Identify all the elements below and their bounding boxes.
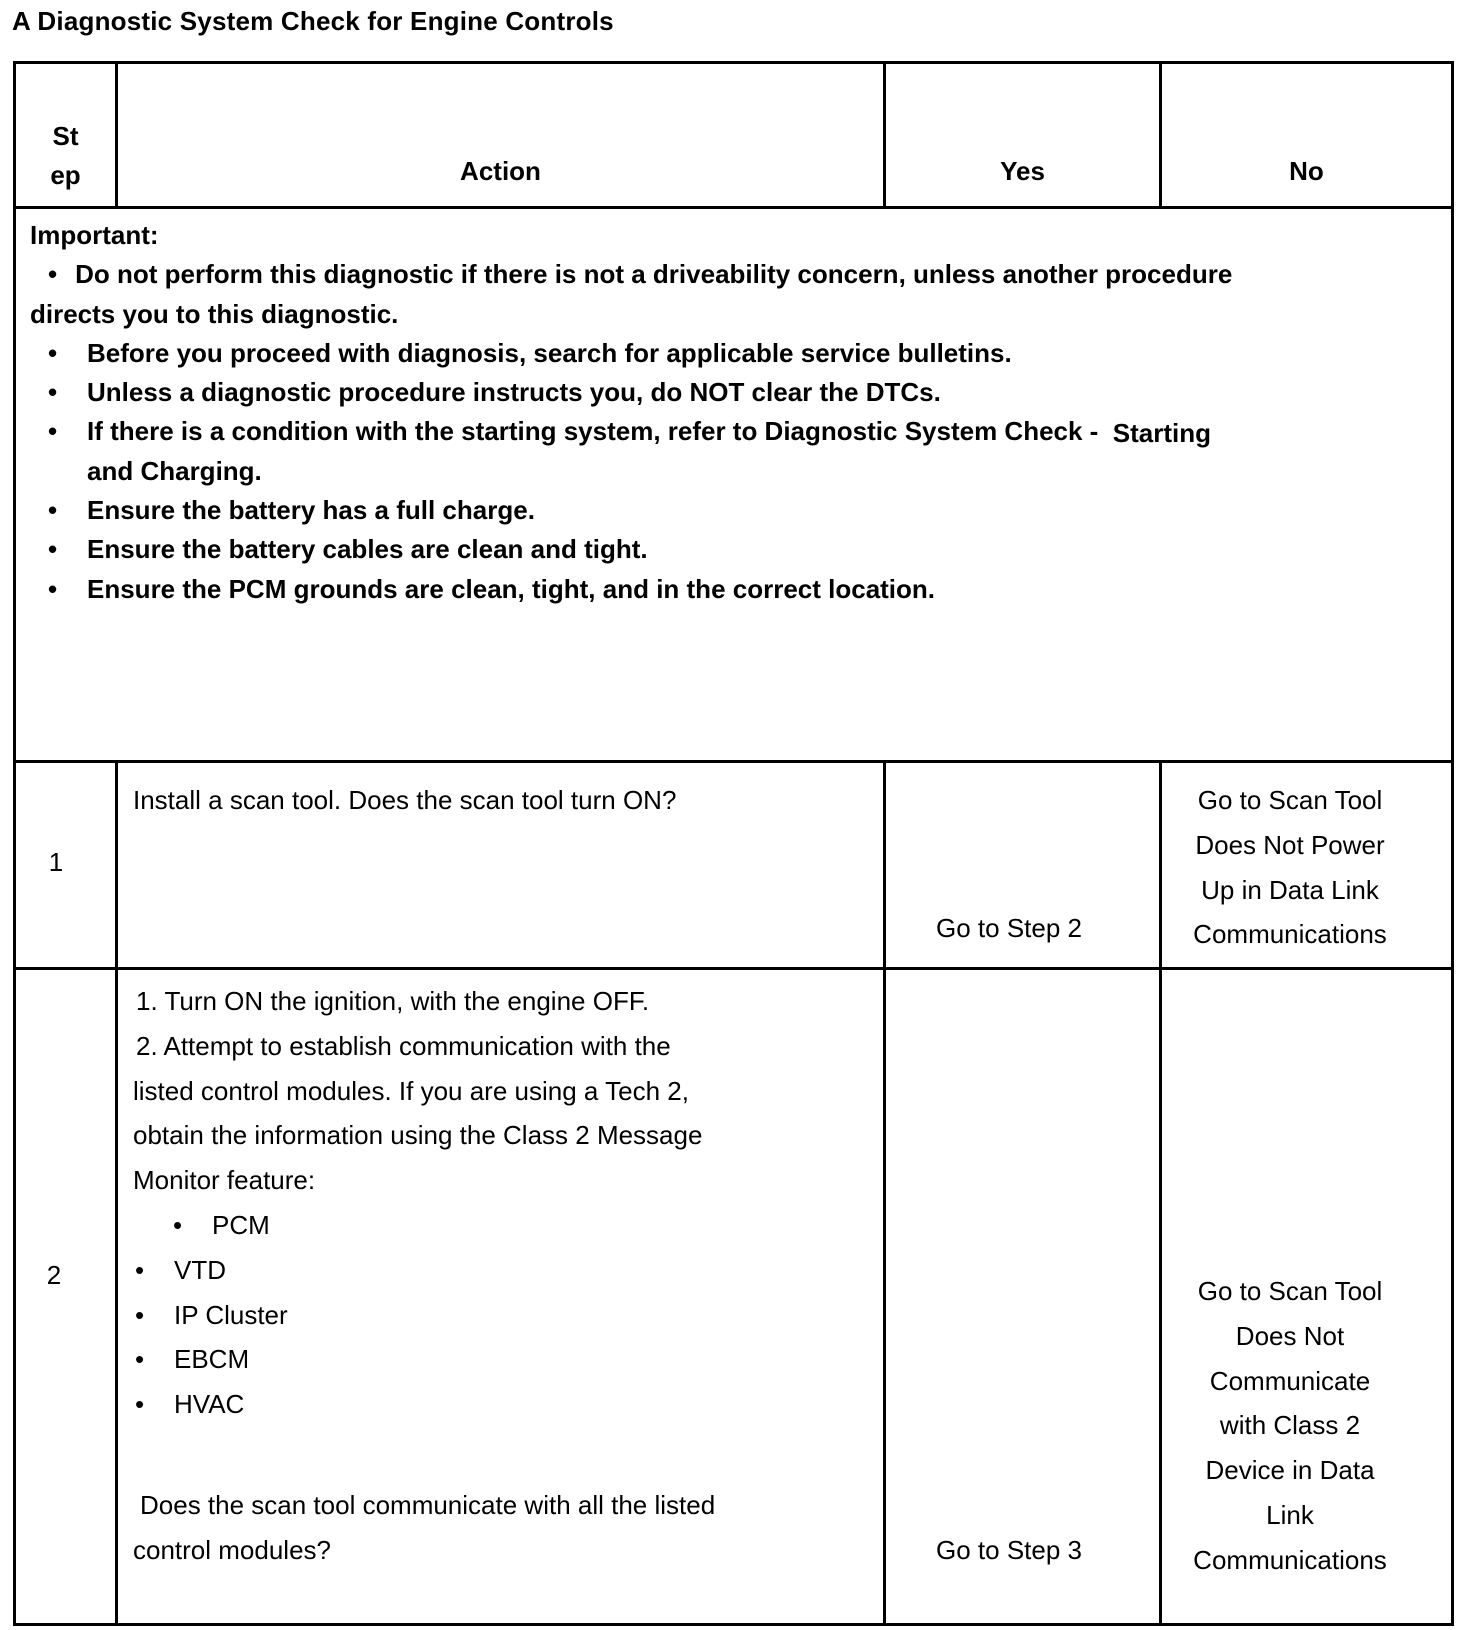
module-item-ebcm xyxy=(133,1337,873,1382)
bullet-glyph: • xyxy=(135,1254,145,1285)
diagnostic-table xyxy=(13,61,1454,1626)
row2-action-line: 1. Turn ON the ignition, with the engine OFF. xyxy=(136,986,650,1016)
important-bullet-7 xyxy=(30,570,1430,609)
row1-step: 1 xyxy=(48,847,64,877)
module-name: VTD xyxy=(174,1254,226,1285)
table-border-right xyxy=(1451,61,1454,1626)
bullet-glyph: • xyxy=(173,1209,183,1240)
bullet-glyph: • xyxy=(48,259,58,290)
important-bullet-2 xyxy=(30,334,1430,373)
row1-no-line: Up in Data Link xyxy=(1201,874,1379,905)
row2-question xyxy=(133,1483,873,1573)
bullet-text: Ensure the battery has a full charge. xyxy=(87,495,535,526)
header-no: No xyxy=(1289,156,1324,186)
bullet-glyph: • xyxy=(48,495,58,526)
bullet-glyph: • xyxy=(48,337,58,368)
starting-link[interactable]: Starting xyxy=(1112,418,1212,449)
header-step-line1: St xyxy=(52,121,79,151)
important-bullet-3 xyxy=(30,373,1430,412)
row1-no-line: Does Not Power xyxy=(1195,829,1385,860)
bullet-glyph: • xyxy=(135,1389,145,1420)
bullet-text: Before you proceed with diagnosis, search for applicable service bulletins. xyxy=(87,337,1012,368)
row1-no-line: Communications xyxy=(1193,919,1387,950)
bullet-glyph: • xyxy=(48,416,58,447)
header-action: Action xyxy=(460,156,541,186)
bullet-text: and Charging. xyxy=(87,455,262,486)
row2-no-line: with Class 2 xyxy=(1219,1410,1361,1441)
module-name: PCM xyxy=(212,1209,270,1240)
module-name: EBCM xyxy=(174,1344,250,1375)
row1-no-line: Go to Scan Tool xyxy=(1197,785,1383,815)
table-border-top xyxy=(13,61,1454,64)
bullet-text: Unless a diagnostic procedure instructs you, do NOT clear the DTCs. xyxy=(87,377,941,408)
row2-no-line: Device in Data xyxy=(1205,1455,1375,1486)
header-divider xyxy=(13,206,1454,209)
bullet-glyph: • xyxy=(135,1344,145,1375)
important-divider xyxy=(13,760,1454,763)
row2-step: 2 xyxy=(46,1260,62,1290)
important-bullet-1 xyxy=(30,255,1430,294)
important-notes xyxy=(30,216,1430,609)
row1-yes[interactable]: Go to Step 2 xyxy=(936,913,1082,943)
important-bullet-6 xyxy=(30,530,1430,569)
module-name: HVAC xyxy=(174,1389,245,1420)
module-name: IP Cluster xyxy=(174,1299,288,1330)
important-label: Important: xyxy=(30,220,159,250)
row2-no[interactable] xyxy=(1162,1269,1418,1583)
row2-action-line: Monitor feature: xyxy=(133,1165,316,1196)
col-divider-step xyxy=(115,760,118,1626)
row2-action-line: listed control modules. If you are using a Tech 2, xyxy=(133,1075,689,1106)
row2-action-line: obtain the information using the Class 2 Message xyxy=(133,1120,703,1151)
row2-yes[interactable]: Go to Step 3 xyxy=(936,1535,1082,1565)
row2-question-line: Does the scan tool communicate with all the listed xyxy=(140,1490,716,1520)
header-step-line2: ep xyxy=(50,160,81,190)
row1-no[interactable] xyxy=(1162,778,1418,957)
row2-no-line: Communicate xyxy=(1209,1365,1371,1396)
row2-action-line: 2. Attempt to establish communication with the xyxy=(136,1030,671,1061)
bullet-text: If there is a condition with the starting system, refer to Diagnostic System Check - xyxy=(87,416,1099,447)
important-bullet-1-cont: directs you to this diagnostic. xyxy=(30,298,399,329)
bullet-glyph: • xyxy=(48,377,58,408)
module-item-vtd xyxy=(133,1248,873,1293)
bullet-text: Do not perform this diagnostic if there is not a driveability concern, unless another procedure xyxy=(75,259,1233,290)
important-bullet-4 xyxy=(30,412,1430,451)
row2-no-line: Does Not xyxy=(1235,1320,1345,1351)
row2-no-line: Go to Scan Tool xyxy=(1197,1276,1383,1306)
col-divider-action xyxy=(883,760,886,1626)
row2-no-line: Communications xyxy=(1193,1544,1387,1575)
header-yes: Yes xyxy=(1000,156,1045,186)
bullet-text: Ensure the PCM grounds are clean, tight, and in the correct location. xyxy=(87,573,936,604)
row2-no-line: Link xyxy=(1266,1499,1314,1530)
module-item-hvac xyxy=(133,1382,873,1427)
bullet-text: Ensure the battery cables are clean and tight. xyxy=(87,534,648,565)
module-item-pcm xyxy=(133,1203,873,1248)
table-border-bottom xyxy=(13,1623,1454,1626)
row2-action xyxy=(133,979,873,1427)
page-title: A Diagnostic System Check for Engine Controls xyxy=(12,6,614,36)
module-item-ip-cluster xyxy=(133,1293,873,1338)
header-step xyxy=(16,117,115,195)
important-bullet-4-cont xyxy=(30,452,1430,491)
important-bullet-5 xyxy=(30,491,1430,530)
row1-divider xyxy=(13,967,1454,970)
bullet-glyph: • xyxy=(135,1299,145,1330)
bullet-glyph: • xyxy=(48,534,58,565)
row1-action: Install a scan tool. Does the scan tool turn ON? xyxy=(133,785,677,815)
bullet-glyph: • xyxy=(48,573,58,604)
row2-question-line: control modules? xyxy=(133,1534,331,1565)
